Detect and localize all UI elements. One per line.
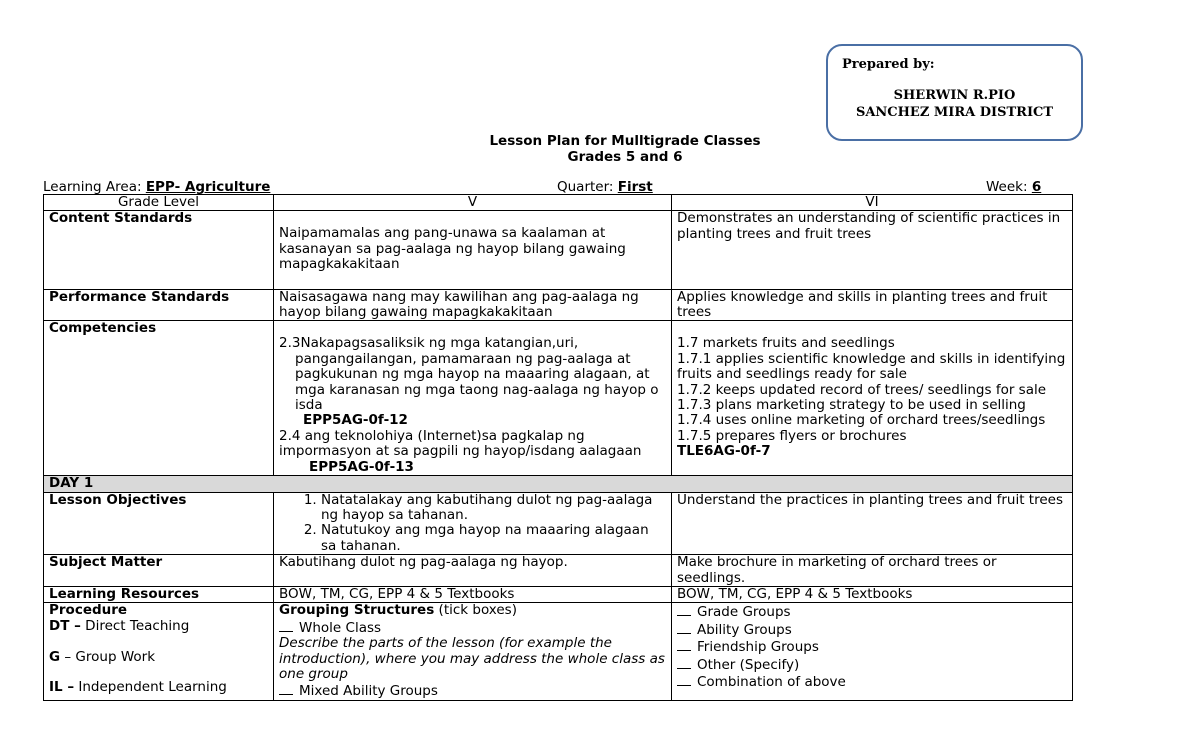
grouping-v [274,603,672,700]
performance-standards-row [44,289,1073,321]
learning-area-value: EPP- Agriculture [145,179,271,195]
tick-blank[interactable] [279,619,293,632]
performance-standards-label: Performance Standards [44,289,274,321]
week-label: Week: [986,179,1028,195]
tick-blank[interactable] [677,603,691,616]
title-line-1: Lesson Plan for Mulltigrade Classes [489,133,761,149]
competency-code-1: EPP5AG-0f-12 [303,412,408,429]
resources-row [44,586,1073,602]
competency-2-3-rest: pangangailangan, pamamaraan ng pag-aalaga at pagkukunan ng mga hayop na maaaring alagaan, at mga karanasan ng mga taong nag-aalaga ng hayop o isda [295,350,659,414]
performance-standards-vi: Applies knowledge and skills in planting trees and fruit trees [672,289,1073,321]
tick-blank[interactable] [677,656,691,669]
tick-blank[interactable] [677,638,691,651]
procedure-cell [44,603,274,700]
competency-vi-line: 1.7.3 plans marketing strategy to be used in selling [677,397,1026,414]
grouping-vi-option[interactable] [677,673,1067,690]
tick-blank[interactable] [677,673,691,686]
week-value: 6 [1031,179,1042,195]
resources-vi: BOW, TM, CG, EPP 4 & 5 Textbooks [672,586,1073,602]
grouping-vi-option[interactable] [677,656,1067,673]
quarter [557,179,653,195]
competency-vi-code: TLE6AG-0f-7 [677,443,771,460]
competency-code-2: EPP5AG-0f-13 [309,458,414,475]
subject-matter-row [44,555,1073,587]
quarter-label: Quarter: [557,179,614,195]
header-grade-v: V [274,195,672,211]
content-standards-v [274,211,672,289]
competencies-row [44,321,1073,476]
objectives-label: Lesson Objectives [44,492,274,555]
content-standards-label: Content Standards [44,211,274,289]
competency-vi-line: 1.7.5 prepares flyers or brochures [677,427,907,444]
objective-item: 2. Natutukoy ang mga hayop na maaaring alagaan sa tahanan. [321,523,666,554]
procedure-il [49,680,268,695]
tick-blank[interactable] [677,621,691,634]
header-grade-vi: VI [672,195,1073,211]
prepared-by-label: Prepared by: [842,57,935,72]
resources-v: BOW, TM, CG, EPP 4 & 5 Textbooks [274,586,672,602]
subject-matter-v: Kabutihang dulot ng pag-aalaga ng hayop. [274,555,672,587]
preparer-district: SANCHEZ MIRA DISTRICT [855,105,1054,120]
page-title [0,133,1200,165]
describe-instruction [279,636,666,682]
grouping-vi-label: Ability Groups [697,621,792,638]
day-label: DAY 1 [44,476,1073,492]
grouping-label: Grouping Structures [279,602,435,619]
competency-vi-line: 1.7.2 keeps updated record of trees/ seedlings for sale [677,381,1047,398]
competencies-v [274,321,672,476]
competency-vi-line: 1.7.1 applies scientific knowledge and skills in identifying fruits and seedlings ready for sale [677,350,1066,383]
mixed-ability-label: Mixed Ability Groups [299,683,438,700]
grouping-vi-option[interactable] [677,638,1067,655]
content-standards-v-text: Naipamamalas ang pang-unawa sa kaalaman at kasanayan sa pag-aalaga ng hayop bilang gawaing mapagkakakitaan [279,225,626,273]
lesson-plan-table [43,194,1073,701]
il-abbr: IL – [49,679,75,696]
procedure-dt [49,619,268,634]
grouping-vi-option[interactable] [677,621,1067,638]
content-standards-vi: Demonstrates an understanding of scientific practices in planting trees and fruit trees [672,211,1073,289]
competency-vi-line: 1.7 markets fruits and seedlings [677,335,895,352]
day-row [44,476,1073,492]
grouping-vi-label: Other (Specify) [697,656,800,673]
objectives-list [279,493,666,555]
performance-standards-v: Naisasagawa nang may kawilihan ang pag-aalaga ng hayop bilang gawaing mapagkakakitaan [274,289,672,321]
prepared-by-box [826,44,1083,141]
objectives-v [274,492,672,555]
competency-vi-line: 1.7.4 uses online marketing of orchard trees/seedlings [677,412,1046,429]
gw-text: – Group Work [64,648,156,665]
procedure-gw [49,650,268,665]
objective-item: 1. Natatalakay ang kabutihang dulot ng pag-aalaga ng hayop sa tahanan. [321,493,666,524]
preparer-info [828,87,1081,121]
competency-2-4-rest: impormasyon at sa pagpili ng hayop/isdang aalagaan [279,443,642,460]
procedure-row [44,603,1073,700]
subject-matter-vi: Make brochure in marketing of orchard trees or seedlings. [672,555,1073,587]
quarter-value: First [617,179,653,195]
grouping-vi-label: Grade Groups [697,604,791,621]
grouping-vi-label: Combination of above [697,673,846,690]
week [986,179,1041,195]
header-grade-level: Grade Level [44,195,274,211]
gw-abbr: G [49,648,61,665]
il-text: Independent Learning [78,679,227,696]
preparer-name: SHERWIN R.PIO [893,88,1016,103]
whole-class-option[interactable] [279,619,666,636]
grouping-note: (tick boxes) [438,602,517,619]
grouping-vi [672,603,1073,700]
content-standards-row [44,211,1073,289]
objectives-vi: Understand the practices in planting trees and fruit trees [672,492,1073,555]
header-row [44,195,1073,211]
competencies-vi [672,321,1073,476]
resources-label: Learning Resources [44,586,274,602]
objectives-row [44,492,1073,555]
competency-2-4-first: 2.4 ang teknolohiya (Internet)sa pagkalap ng [279,427,585,444]
dt-abbr: DT – [49,617,81,634]
whole-class-label: Whole Class [299,619,382,636]
title-line-2: Grades 5 and 6 [567,149,683,165]
subject-matter-label: Subject Matter [44,555,274,587]
grouping-heading [279,603,666,618]
procedure-label: Procedure [49,602,128,619]
mixed-ability-option[interactable] [279,682,666,699]
learning-area-label: Learning Area: [43,179,142,195]
grouping-vi-option[interactable] [677,603,1067,620]
dt-text: Direct Teaching [85,617,190,634]
competencies-label: Competencies [44,321,274,476]
competency-2-3-first: 2.3Nakapagsasaliksik ng mga katangian,uri, [279,335,579,352]
describe-text: Describe the parts of the lesson (for example the introduction), where you may address the whole class as one group [279,635,665,682]
tick-blank[interactable] [279,682,293,695]
learning-area [43,179,270,195]
grouping-vi-label: Friendship Groups [697,639,819,656]
